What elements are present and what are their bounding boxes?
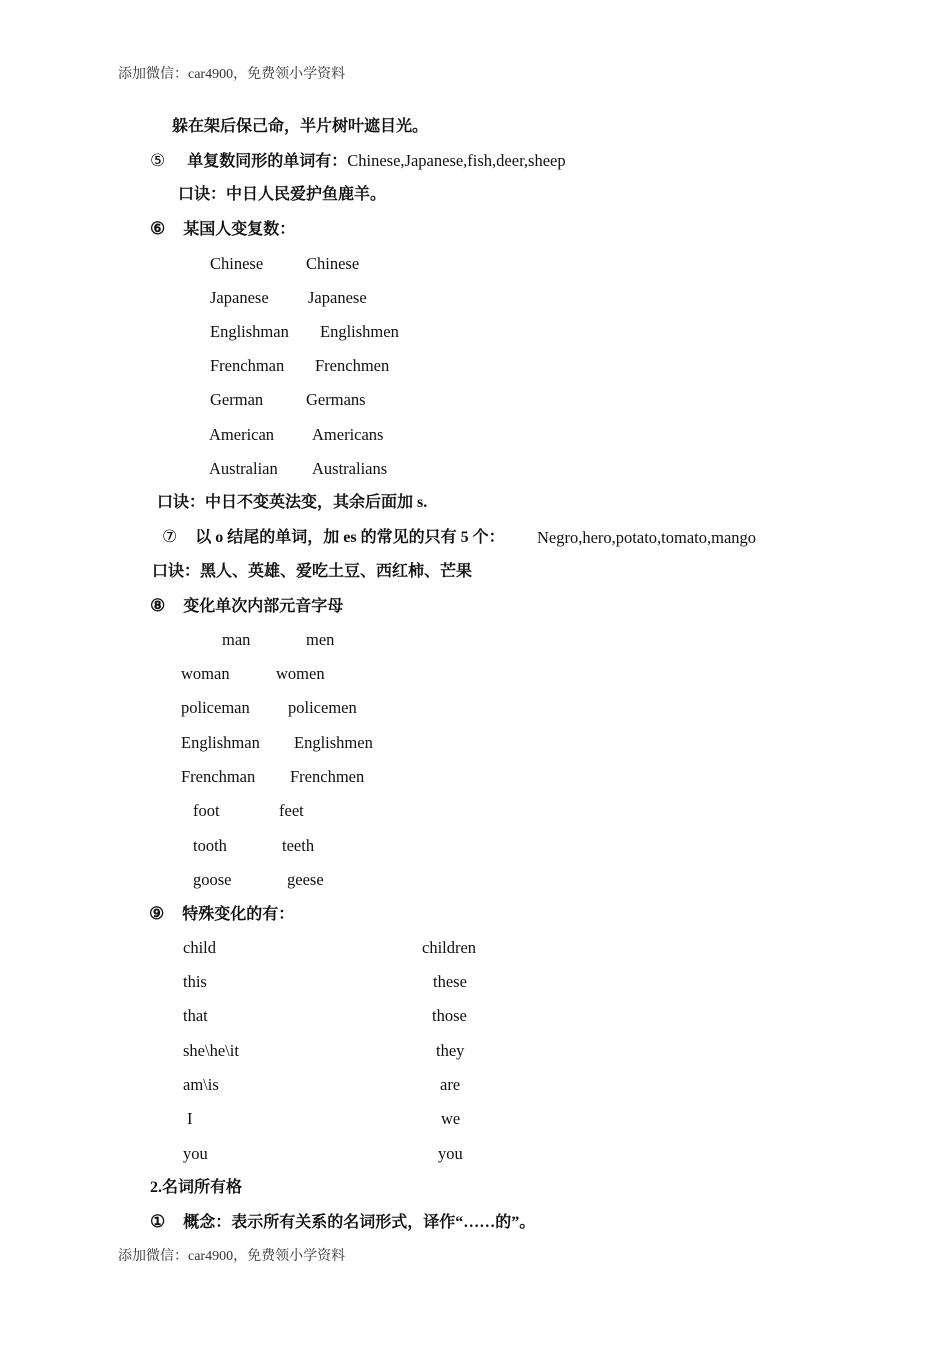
item9-singular: that	[183, 1006, 208, 1025]
item6-singular: Englishman	[210, 322, 289, 341]
item6-singular: Japanese	[210, 288, 269, 307]
item9-singular: am\is	[183, 1075, 219, 1094]
section2-item1-text: 概念：表示所有关系的名词形式，译作“……的”。	[183, 1214, 536, 1231]
item6-plural: Australians	[312, 459, 388, 478]
item9-plural: we	[441, 1109, 461, 1128]
item8-singular: man	[222, 630, 251, 649]
item6-marker: ⑥	[150, 219, 166, 238]
item6-singular: Frenchman	[210, 356, 285, 375]
footer-note: 添加微信：car4900，免费领小学资料	[118, 1249, 346, 1264]
item8-plural: Englishmen	[294, 733, 373, 752]
item9-plural: those	[432, 1006, 467, 1025]
item6-label: 某国人变复数：	[183, 221, 296, 238]
item6-rhyme: 口诀：中日不变英法变，其余后面加 s.	[157, 494, 428, 511]
item6-plural: Englishmen	[320, 322, 399, 341]
item9-marker: ⑨	[149, 904, 165, 923]
item8-plural: men	[306, 630, 335, 649]
item9-singular: she\he\it	[183, 1041, 239, 1060]
item6-singular: American	[209, 425, 275, 444]
item8-singular: foot	[193, 801, 220, 820]
item6-line	[150, 219, 295, 239]
item5-marker: ⑤	[150, 151, 166, 170]
intro-line: 躲在架后保己命，半片树叶遮目光。	[172, 118, 429, 135]
item8-plural: women	[276, 664, 325, 683]
section2-item1-marker: ①	[150, 1212, 166, 1231]
section2-item1	[150, 1212, 535, 1232]
item6-plural: Chinese	[306, 254, 360, 273]
item8-singular: tooth	[193, 836, 227, 855]
item9-line	[149, 904, 294, 924]
item6-singular: Chinese	[210, 254, 264, 273]
item9-plural: are	[440, 1075, 461, 1094]
item6-singular: Australian	[209, 459, 278, 478]
item8-singular: woman	[181, 664, 230, 683]
item7-words: Negro,hero,potato,tomato,mango	[537, 528, 757, 547]
item7-label: 以 o 结尾的单词，加 es 的常见的只有 5 个：	[195, 529, 505, 546]
item8-line	[150, 596, 343, 616]
item9-plural: children	[422, 938, 477, 957]
item9-plural: these	[433, 972, 467, 991]
header-note: 添加微信：car4900，免费领小学资料	[118, 67, 346, 82]
item9-singular: I	[187, 1109, 193, 1128]
item5-line	[150, 151, 566, 171]
item6-plural: Americans	[312, 425, 384, 444]
item7-marker: ⑦	[162, 527, 178, 546]
item9-singular: you	[183, 1144, 208, 1163]
item8-plural: policemen	[288, 698, 357, 717]
item5-label: 单复数同形的单词有：	[187, 153, 348, 170]
item9-plural: they	[436, 1041, 465, 1060]
item8-singular: policeman	[181, 698, 250, 717]
item7-rhyme: 口诀：黑人、英雄、爱吃土豆、西红柿、芒果	[152, 563, 473, 580]
item6-plural: Germans	[306, 390, 366, 409]
item9-singular: this	[183, 972, 207, 991]
item8-plural: Frenchmen	[290, 767, 365, 786]
item9-label: 特殊变化的有：	[182, 906, 295, 923]
section2-title: 2.名词所有格	[150, 1179, 243, 1196]
item8-marker: ⑧	[150, 596, 166, 615]
item5-words: Chinese,Japanese,fish,deer,sheep	[347, 151, 566, 170]
item6-plural: Japanese	[308, 288, 367, 307]
item8-plural: teeth	[282, 836, 315, 855]
item6-singular: German	[210, 390, 264, 409]
item8-singular: Frenchman	[181, 767, 256, 786]
item8-plural: feet	[279, 801, 304, 820]
item7-line	[162, 527, 505, 547]
item8-plural: geese	[287, 870, 324, 889]
item8-singular: Englishman	[181, 733, 260, 752]
item8-label: 变化单次内部元音字母	[183, 598, 344, 615]
item5-rhyme: 口诀：中日人民爱护鱼鹿羊。	[178, 186, 387, 203]
item6-plural: Frenchmen	[315, 356, 390, 375]
item8-singular: goose	[193, 870, 232, 889]
item9-singular: child	[183, 938, 216, 957]
item9-plural: you	[438, 1144, 463, 1163]
